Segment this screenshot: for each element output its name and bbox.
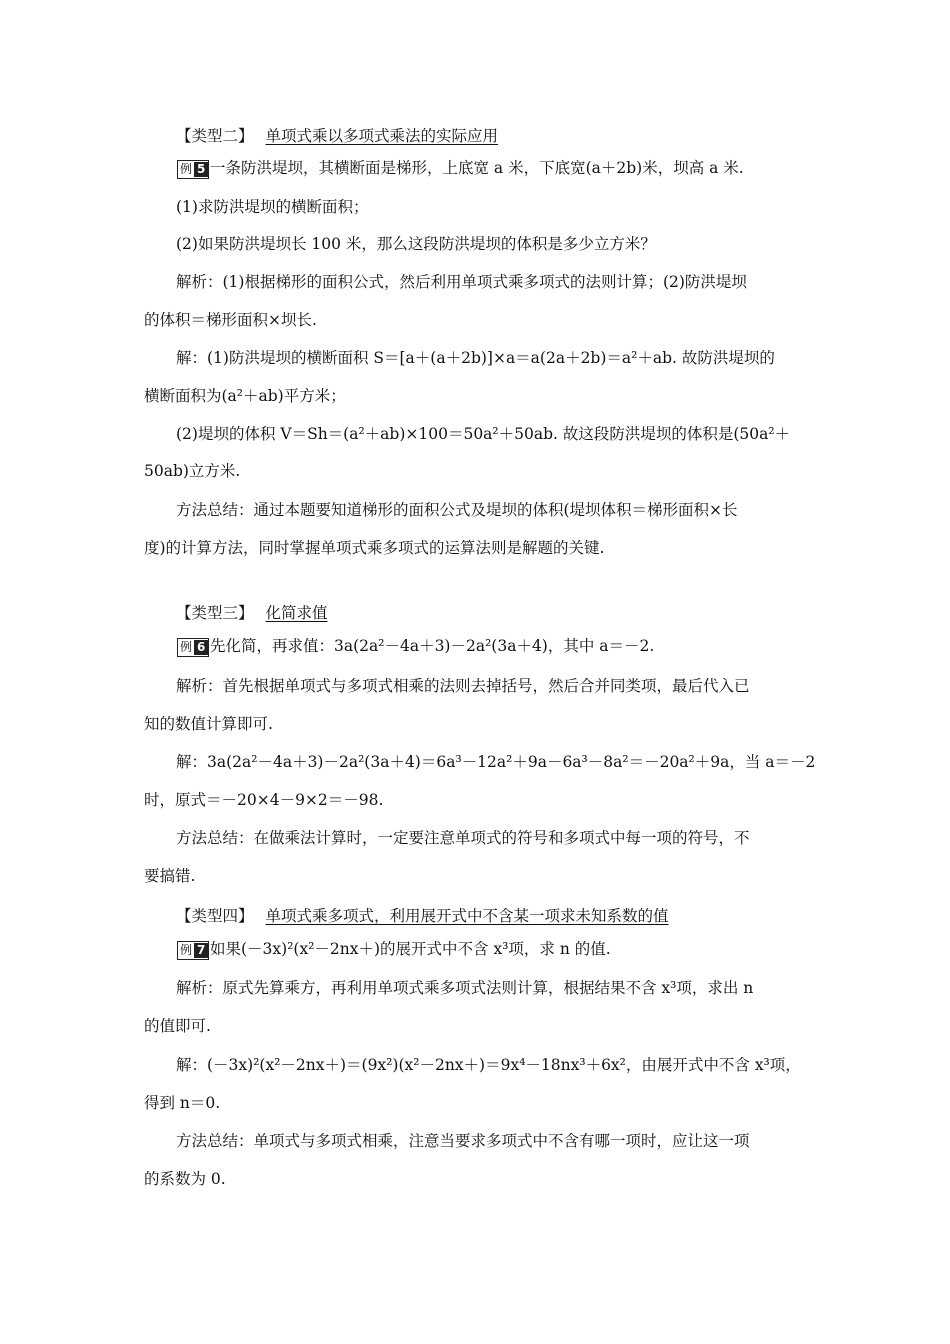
- section-heading-type2: [176, 126, 498, 146]
- summary-line: 方法总结：单项式与多项式相乘，注意当要求多项式中不含有哪一项时，应让这一项: [176, 1132, 750, 1150]
- solution-line: (2)堤坝的体积 V＝Sh＝(a²＋ab)×100＝50a²＋50ab. 故这段防洪堤坝的体积是(50a²＋: [176, 425, 791, 443]
- solution-line: 50ab)立方米.: [144, 462, 241, 480]
- example-problem: 先化简，再求值：3a(2a²－4a＋3)－2a²(3a＋4)，其中 a＝－2.: [210, 637, 655, 655]
- example-badge-7: [177, 941, 209, 960]
- section-title: 化简求值: [265, 604, 328, 622]
- solution-line: 时，原式＝－20×4－9×2＝－98.: [144, 791, 384, 809]
- example-number: 7: [194, 943, 208, 958]
- example-badge-5: [177, 160, 209, 179]
- analysis-line: 知的数值计算即可.: [144, 715, 273, 733]
- example-badge-6: [177, 638, 209, 657]
- solution-line: 得到 n＝0.: [144, 1094, 221, 1112]
- example-problem: 如果(－3x)²(x²－2nx＋)的展开式中不含 x³项，求 n 的值.: [210, 940, 611, 958]
- solution-line: 解：(1)防洪堤坝的横断面积 S＝[a＋(a＋2b)]×a＝a(2a＋2b)＝a²＋ab. 故防洪堤坝的: [176, 349, 775, 367]
- section-title: 单项式乘以多项式乘法的实际应用: [265, 127, 499, 145]
- summary-line: 要搞错.: [144, 867, 196, 885]
- section-bracket: 【类型四】: [176, 907, 254, 925]
- example-number: 5: [194, 162, 208, 177]
- summary-line: 的系数为 0.: [144, 1170, 226, 1188]
- question-1: (1)求防洪堤坝的横断面积；: [176, 198, 369, 216]
- example-key: 例: [180, 162, 193, 176]
- question-2: (2)如果防洪堤坝长 100 米，那么这段防洪堤坝的体积是多少立方米？: [176, 235, 656, 253]
- example-key: 例: [180, 640, 193, 654]
- analysis-line: 解析：首先根据单项式与多项式相乘的法则去掉括号，然后合并同类项，最后代入已: [176, 677, 750, 695]
- section-bracket: 【类型二】: [176, 127, 254, 145]
- solution-line: 横断面积为(a²＋ab)平方米；: [144, 387, 346, 405]
- summary-line: 度)的计算方法，同时掌握单项式乘多项式的运算法则是解题的关键.: [144, 539, 605, 557]
- section-heading-type4: [176, 906, 669, 926]
- section-bracket: 【类型三】: [176, 604, 254, 622]
- example-problem: 一条防洪堤坝，其横断面是梯形，上底宽 a 米，下底宽(a＋2b)米，坝高 a 米.: [210, 159, 744, 177]
- solution-line: 解：(－3x)²(x²－2nx＋)＝(9x²)(x²－2nx＋)＝9x⁴－18nx³＋6x²，由展开式中不含 x³项，: [176, 1056, 801, 1074]
- solution-line: 解：3a(2a²－4a＋3)－2a²(3a＋4)＝6a³－12a²＋9a－6a³－8a²＝－20a²＋9a，当 a＝－2: [176, 753, 816, 771]
- section-heading-type3: [176, 603, 328, 623]
- analysis-line: 解析：(1)根据梯形的面积公式，然后利用单项式乘多项式的法则计算；(2)防洪堤坝: [176, 273, 747, 291]
- summary-line: 方法总结：在做乘法计算时，一定要注意单项式的符号和多项式中每一项的符号，不: [176, 829, 750, 847]
- example-key: 例: [180, 943, 193, 957]
- example-number: 6: [194, 640, 208, 655]
- summary-line: 方法总结：通过本题要知道梯形的面积公式及堤坝的体积(堤坝体积＝梯形面积×长: [176, 501, 738, 519]
- analysis-line: 的值即可.: [144, 1017, 211, 1035]
- analysis-line: 的体积＝梯形面积×坝长.: [144, 311, 317, 329]
- analysis-line: 解析：原式先算乘方，再利用单项式乘多项式法则计算，根据结果不含 x³项，求出 n: [176, 979, 754, 997]
- section-title: 单项式乘多项式，利用展开式中不含某一项求未知系数的值: [265, 907, 669, 925]
